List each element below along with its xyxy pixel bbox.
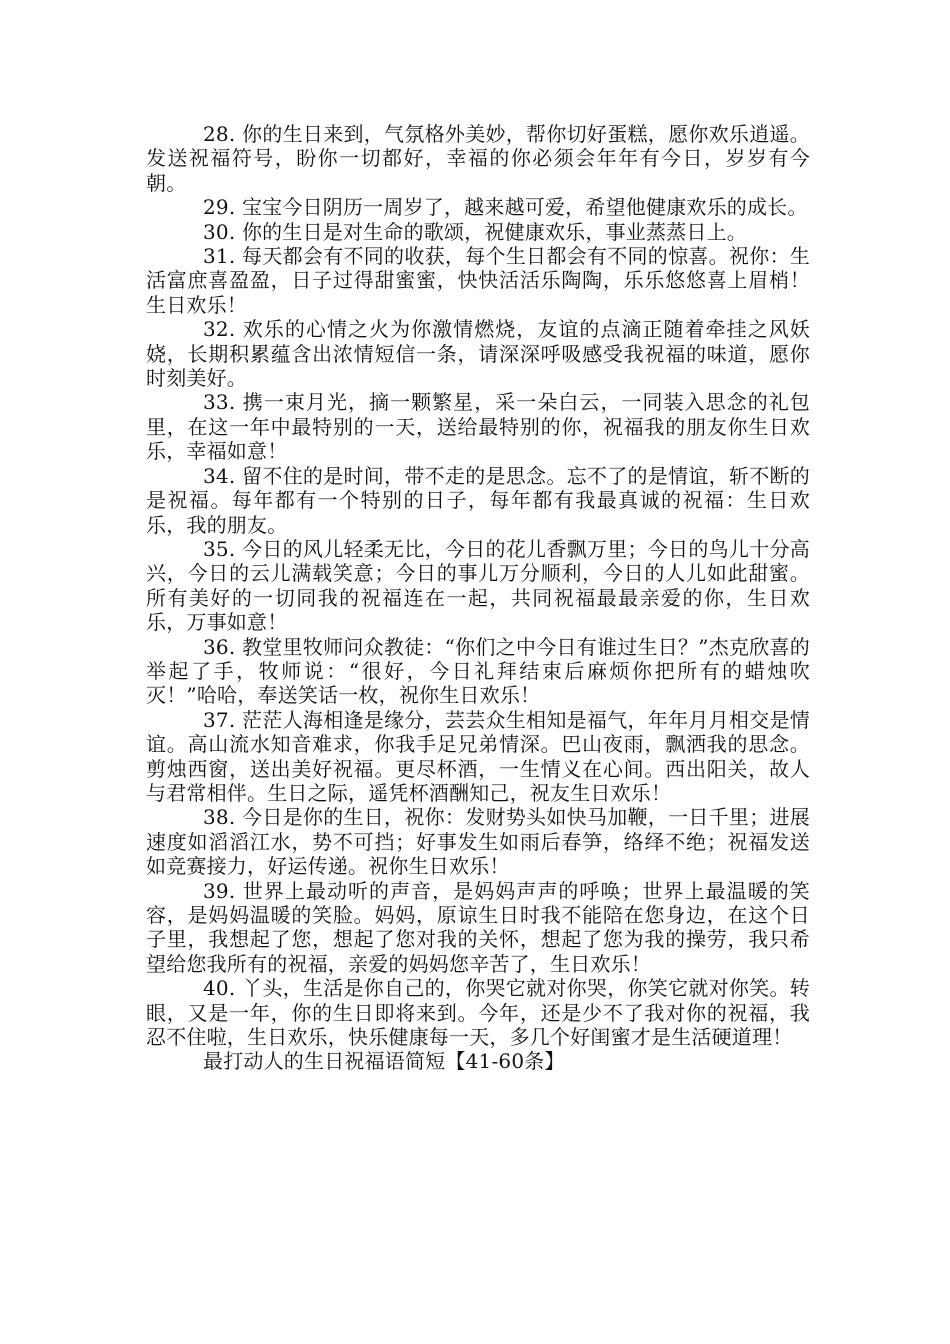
paragraph-29: 29. 宝宝今日阴历一周岁了，越来越可爱，希望他健康欢乐的成长。	[203, 195, 808, 220]
paragraph-35: 35. 今日的风儿轻柔无比，今日的花儿香飘万里；今日的鸟儿十分高兴，今日的云儿满载笑意；今日的事儿万分顺利，今日的人儿如此甜蜜。所有美好的一切同我的祝福连在一起，共同祝福最最亲爱的你，生日欢乐，万事如意！	[146, 536, 810, 635]
paragraph-30: 30. 你的生日是对生命的歌颂，祝健康欢乐，事业蒸蒸日上。	[203, 219, 747, 244]
paragraph-33: 33. 携一束月光，摘一颗繁星，采一朵白云，一同装入思念的礼包里，在这一年中最特别的一天，送给最特别的你，祝福我的朋友你生日欢乐，幸福如意！	[146, 390, 810, 464]
paragraph-40: 40. 丫头，生活是你自己的，你哭它就对你哭，你笑它就对你笑。转眼，又是一年，你的生日即将来到。今年，还是少不了我对你的祝福，我忍不住啦，生日欢乐，快乐健康每一天，多几个好闺蜜才是生活硬道理！	[146, 976, 810, 1050]
paragraph-39: 39. 世界上最动听的声音，是妈妈声声的呼唤；世界上最温暖的笑容，是妈妈温暖的笑脸。妈妈，原谅生日时我不能陪在您身边，在这个日子里，我想起了您，想起了您对我的关怀，想起了您为我的操劳，我只希望给您我所有的祝福，亲爱的妈妈您辛苦了，生日欢乐！	[146, 878, 810, 976]
paragraph-28: 28. 你的生日来到，气氛格外美妙，帮你切好蛋糕，愿你欢乐逍遥。发送祝福符号，盼你一切都好，幸福的你必须会年年有今日，岁岁有今朝。	[146, 122, 810, 195]
paragraph-38: 38. 今日是你的生日，祝你：发财势头如快马加鞭，一日千里；进展速度如滔滔江水，势不可挡；好事发生如雨后春笋，络绎不绝；祝福发送如竞赛接力，好运传递。祝你生日欢乐！	[146, 805, 810, 879]
document-body	[146, 122, 810, 1074]
paragraph-36: 36. 教堂里牧师问众教徒：“你们之中今日有谁过生日？”杰克欣喜的举起了手，牧师说：“很好，今日礼拜结束后麻烦你把所有的蜡烛吹灭！”哈哈，奉送笑话一枚，祝你生日欢乐！	[146, 634, 810, 708]
section-heading: 最打动人的生日祝福语简短【41-60条】	[203, 1049, 565, 1074]
paragraph-34: 34. 留不住的是时间，带不走的是思念。忘不了的是情谊，斩不断的是祝福。每年都有一个特别的日子，每年都有我最真诚的祝福：生日欢乐，我的朋友。	[146, 463, 810, 537]
paragraph-32: 32. 欢乐的心情之火为你激情燃烧，友谊的点滴正随着牵挂之风妖娆，长期积累蕴含出浓情短信一条，请深深呼吸感受我祝福的味道，愿你时刻美好。	[146, 317, 810, 391]
paragraph-31: 31. 每天都会有不同的收获，每个生日都会有不同的惊喜。祝你：生活富庶喜盈盈，日子过得甜蜜蜜，快快活活乐陶陶，乐乐悠悠喜上眉梢！生日欢乐！	[146, 244, 810, 317]
paragraph-37: 37. 茫茫人海相逢是缘分，芸芸众生相知是福气，年年月月相交是情谊。高山流水知音难求，你我手足兄弟情深。巴山夜雨，飘洒我的思念。剪烛西窗，送出美好祝福。更尽杯酒，一生情义在心间。西出阳关，故人与君常相伴。生日之际，遥凭杯酒酬知己，祝友生日欢乐！	[146, 707, 810, 805]
